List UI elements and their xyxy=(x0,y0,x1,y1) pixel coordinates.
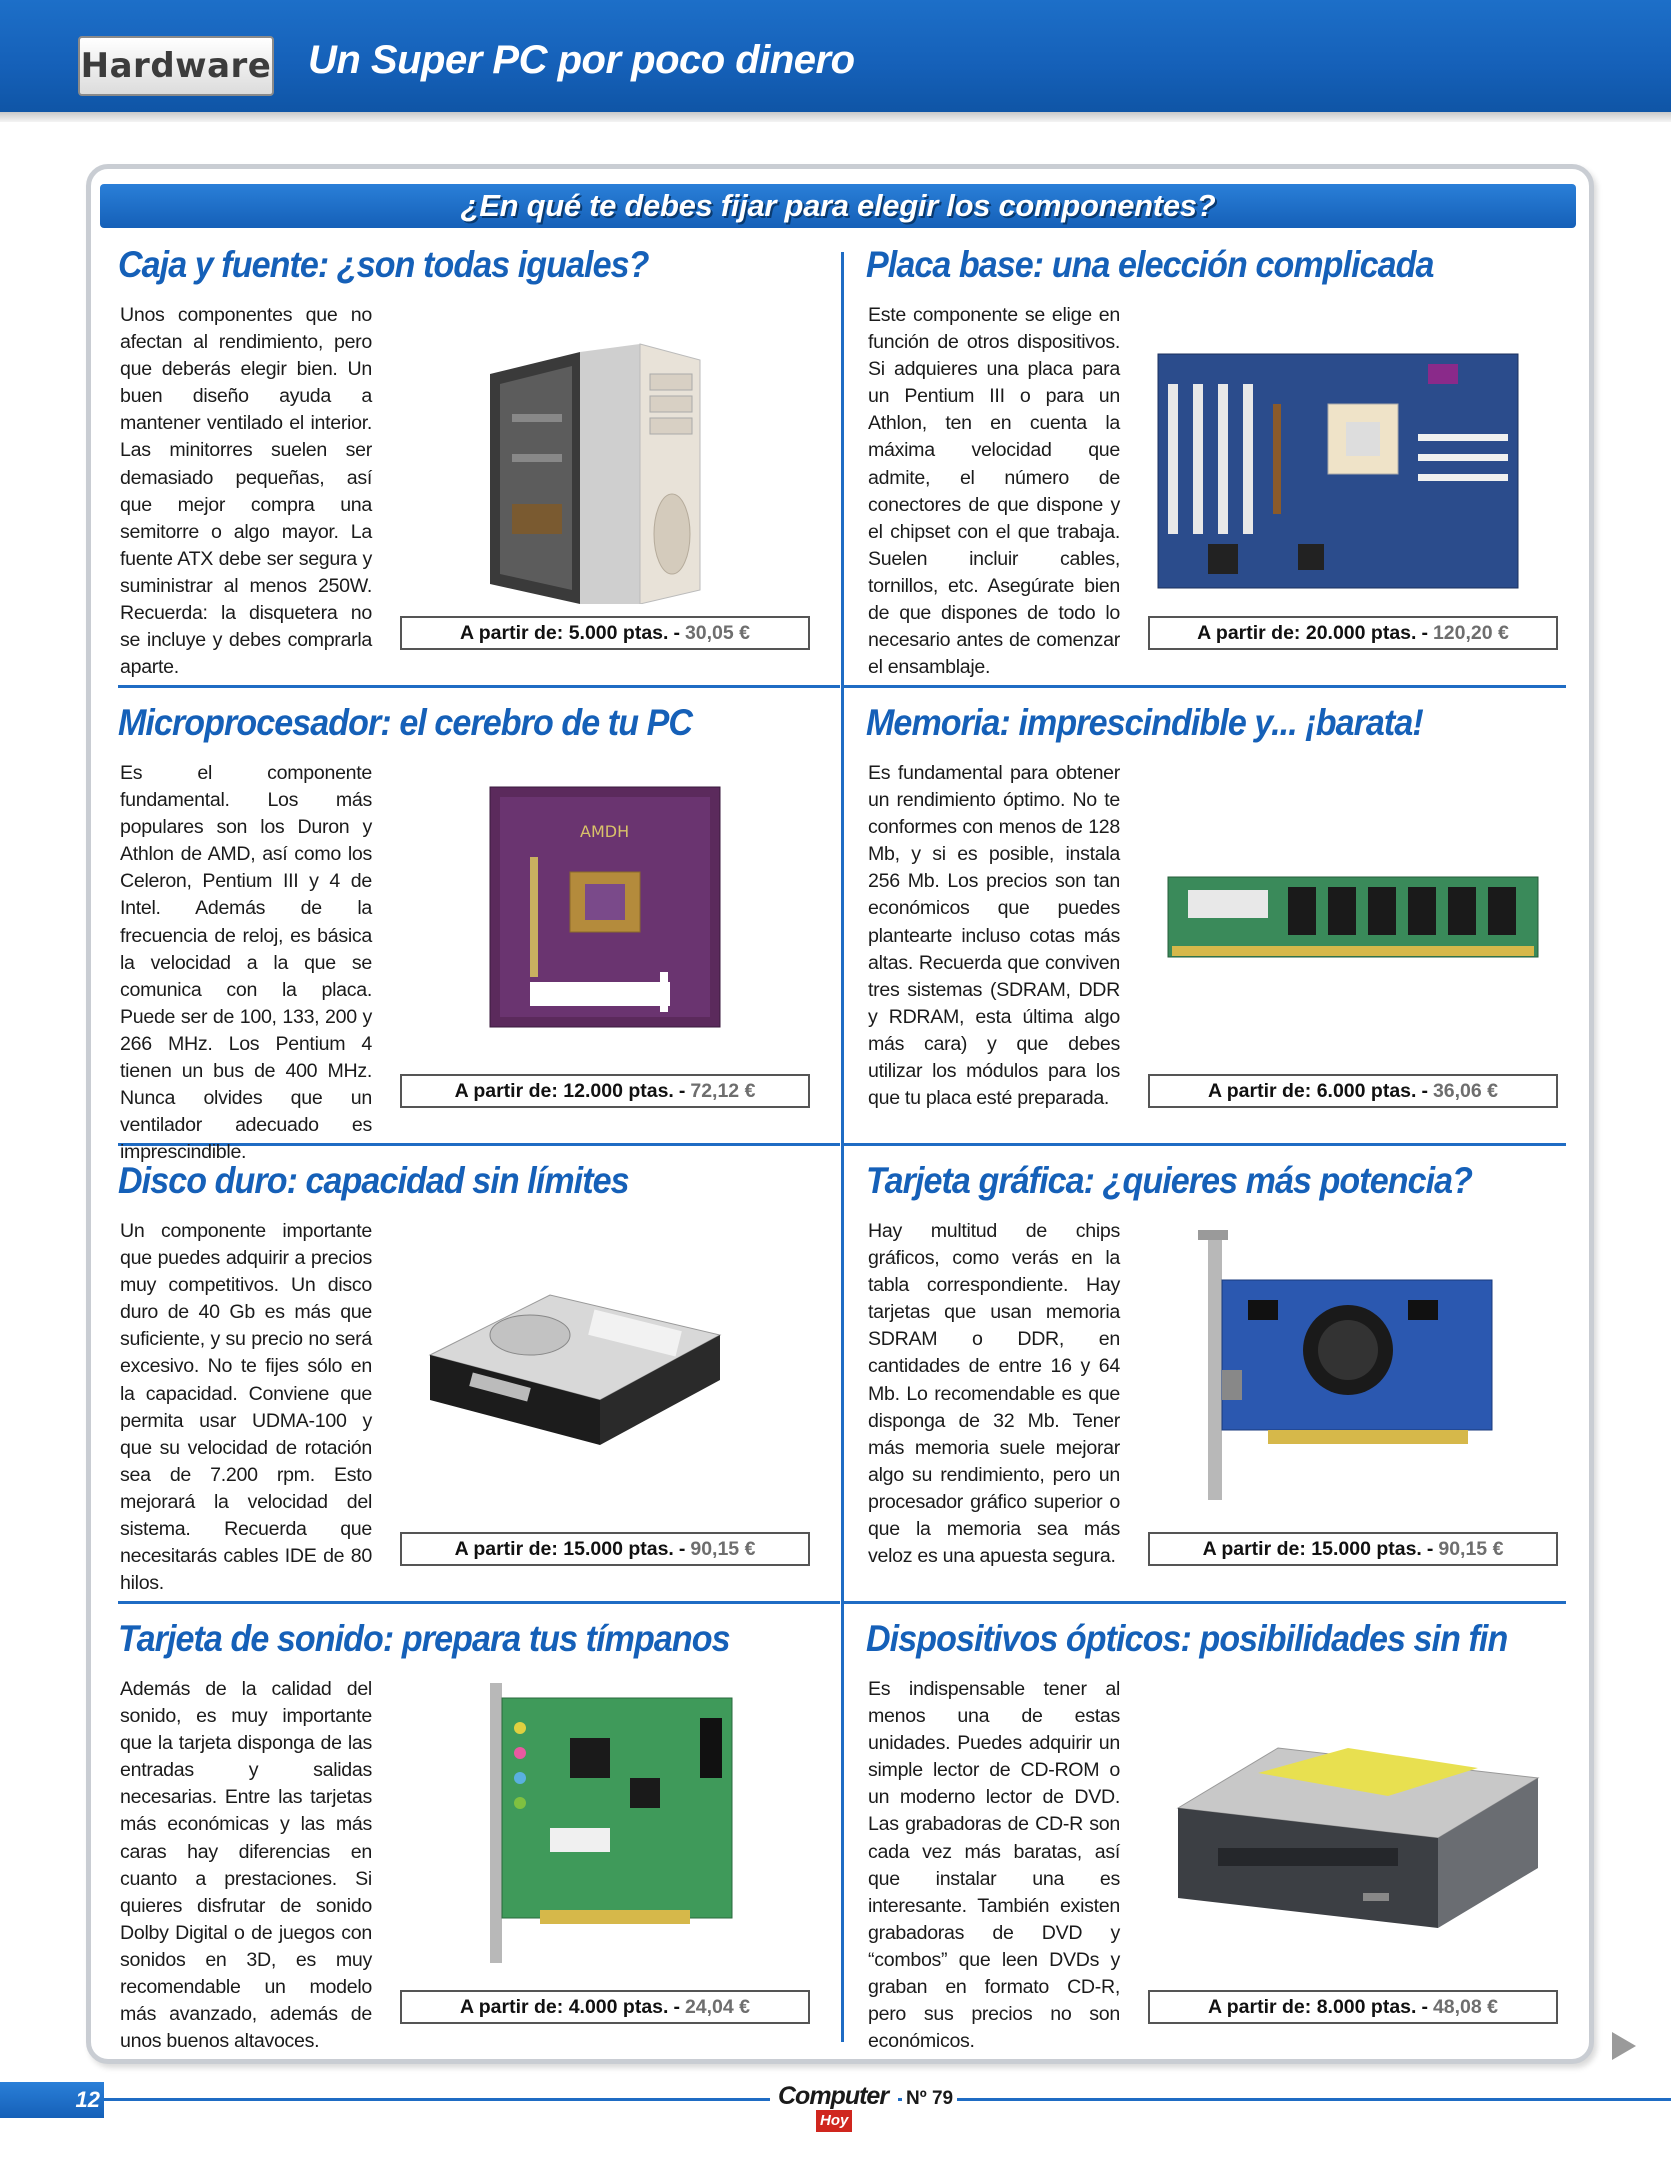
pc-case-image xyxy=(400,304,810,604)
price-euro: 90,15 € xyxy=(1438,1537,1504,1560)
price-separator: - xyxy=(678,1537,686,1560)
ram-image xyxy=(1148,762,1558,1062)
price-label: A partir de: xyxy=(1207,1995,1312,2018)
price-box xyxy=(400,1990,810,2024)
price-label: A partir de: xyxy=(1207,1079,1312,1102)
issue-number: Nº 79 xyxy=(902,2088,957,2110)
panel-title: Tarjeta de sonido: prepara tus tímpanos xyxy=(118,1618,730,1659)
price-box xyxy=(1148,616,1558,650)
price-euro: 72,12 € xyxy=(690,1079,756,1102)
price-box xyxy=(1148,1074,1558,1108)
component-panel xyxy=(866,702,1586,1142)
component-panel xyxy=(118,1160,838,1600)
box-title: ¿En qué te debes fijar para elegir los componentes? xyxy=(100,184,1576,228)
row-divider xyxy=(844,685,1566,688)
panel-body: Unos componentes que no afectan al rendimiento, pero que deberás elegir bien. Un buen diseño ayuda a mantener ventilado el interior. Las minitorres suelen ser demasiado pequeñas, así que mejor compra una semitorre o algo mayor. La fuente ATX debe ser segura y suministrar al menos 250W. Recuerda: la disquetera no se incluye y debes comprarla aparte. xyxy=(120,304,372,679)
brand-name: Computer xyxy=(778,2082,889,2110)
price-ptas: 15.000 ptas. xyxy=(563,1537,674,1560)
component-panel xyxy=(866,244,1586,684)
component-panel xyxy=(118,1618,838,2058)
price-separator: - xyxy=(1421,621,1428,644)
panel-title: Microprocesador: el cerebro de tu PC xyxy=(118,702,693,743)
price-label: A partir de: xyxy=(1202,1537,1306,1560)
brand-sub: Hoy xyxy=(816,2110,852,2132)
price-separator: - xyxy=(1426,1537,1434,1560)
price-ptas: 4.000 ptas. xyxy=(568,1995,669,2018)
price-euro: 48,08 € xyxy=(1432,1995,1498,2018)
component-panel xyxy=(866,1160,1586,1600)
price-ptas: 12.000 ptas. xyxy=(563,1079,674,1102)
component-panel xyxy=(866,1618,1586,2058)
price-ptas: 6.000 ptas. xyxy=(1316,1079,1417,1102)
panel-body: Es indispensable tener al menos una de estas unidades. Puedes adquirir un simple lector de CD-ROM o un moderno lector de DVD. Las grabadoras de CD-R son cada vez más baratas, así que instalar una es interesante. También existen grabadoras de DVD y “combos” que leen DVDs y graban en formato CD-R, pero sus precios no son económicos. xyxy=(868,1678,1120,2053)
brand-logo xyxy=(770,2080,898,2136)
top-banner-strip xyxy=(0,112,1671,122)
price-label: A partir de: xyxy=(454,1537,558,1560)
panel-body: Un componente importante que puedes adquirir a precios muy competitivos. Un disco duro de 40 Gb es más que suficiente, y su precio no será excesivo. No te fijes sólo en la capacidad. Conviene que permita usar UDMA-100 y que su velocidad de rotación sea de 7.200 rpm. Esto mejorará la velocidad del sistema. Recuerda que necesitarás cables IDE de 80 hilos. xyxy=(120,1220,372,1595)
row-divider xyxy=(118,685,840,688)
next-page-arrow-icon[interactable] xyxy=(1612,2032,1636,2060)
page-title: Un Super PC por poco dinero xyxy=(308,38,855,82)
price-box xyxy=(400,616,810,650)
column-divider xyxy=(841,252,844,2042)
optical-drive-image xyxy=(1148,1678,1558,1978)
price-ptas: 20.000 ptas. xyxy=(1305,621,1417,644)
price-ptas: 5.000 ptas. xyxy=(568,621,669,644)
price-box xyxy=(400,1532,810,1566)
row-divider xyxy=(844,1143,1566,1146)
panel-title: Disco duro: capacidad sin límites xyxy=(118,1160,629,1201)
panel-body: Es el componente fundamental. Los más populares son los Duron y Athlon de AMD, así como los Celeron, Pentium III y 4 de Intel. Además de la frecuencia de reloj, es básica la velocidad a la que se comunica con la placa. Puede ser de 100, 133, 200 y 266 MHz. Los Pentium 4 tienen un bus de 400 MHz. Nunca olvides que un ventilador adecuado es imprescindible. xyxy=(120,762,372,1164)
price-euro: 30,05 € xyxy=(684,621,750,644)
price-label: A partir de: xyxy=(459,1995,564,2018)
row-divider xyxy=(118,1601,840,1604)
motherboard-image xyxy=(1148,304,1558,604)
panel-title: Tarjeta gráfica: ¿quieres más potencia? xyxy=(866,1160,1473,1201)
price-separator: - xyxy=(1421,1995,1428,2018)
price-euro: 120,20 € xyxy=(1432,621,1509,644)
panel-title: Memoria: imprescindible y... ¡barata! xyxy=(866,702,1423,743)
price-label: A partir de: xyxy=(459,621,564,644)
price-separator: - xyxy=(673,1995,680,2018)
price-label: A partir de: xyxy=(1197,621,1301,644)
cpu-image xyxy=(400,762,810,1062)
panel-body: Hay multitud de chips gráficos, como verás en la tabla correspondiente. Hay tarjetas que usan memoria SDRAM o DDR, en cantidades de entre 16 y 64 Mb. Lo recomendable es que disponga de 32 Mb. Tener más memoria suele mejorar algo su rendimiento, pero un procesador gráfico superior o que la memoria sea más veloz es una apuesta segura. xyxy=(868,1220,1120,1568)
panel-title: Placa base: una elección complicada xyxy=(866,244,1434,285)
panel-title: Caja y fuente: ¿son todas iguales? xyxy=(118,244,649,285)
price-ptas: 8.000 ptas. xyxy=(1316,1995,1417,2018)
price-separator: - xyxy=(678,1079,686,1102)
price-label: A partir de: xyxy=(454,1079,558,1102)
price-euro: 36,06 € xyxy=(1432,1079,1498,1102)
panel-body: Es fundamental para obtener un rendimiento óptimo. No te conformes con menos de 128 Mb, y si es posible, instala 256 Mb. Los precios son tan económicos que puedes plantearte incluso cotas más altas. Recuerda que conviven tres sistemas (SDRAM, DDR y RDRAM, esta última algo más cara) y que debes utilizar los módulos para los que tu placa esté preparada. xyxy=(868,762,1120,1110)
price-box xyxy=(1148,1532,1558,1566)
price-euro: 24,04 € xyxy=(684,1995,750,2018)
page-number: 12 xyxy=(75,2087,100,2112)
section-tab: Hardware xyxy=(78,36,274,96)
hard-disk-image xyxy=(400,1220,810,1520)
panel-body: Además de la calidad del sonido, es muy importante que la tarjeta disponga de las entradas y salidas necesarias. Entre las tarjetas más económicas y las más caras hay diferencias en cuanto a prestaciones. Si quieres disfrutar de sonido Dolby Digital o de juegos con sonidos en 3D, es muy recomendable un modelo más avanzado, además de unos buenos altavoces. xyxy=(120,1678,372,2053)
price-box xyxy=(1148,1990,1558,2024)
price-euro: 90,15 € xyxy=(690,1537,756,1560)
row-divider xyxy=(844,1601,1566,1604)
sound-card-image xyxy=(400,1678,810,1978)
graphics-card-image xyxy=(1148,1220,1558,1520)
component-panel xyxy=(118,244,838,684)
cpu-chip-label: AMDH xyxy=(580,822,630,841)
price-separator: - xyxy=(673,621,680,644)
price-ptas: 15.000 ptas. xyxy=(1311,1537,1422,1560)
panel-title: Dispositivos ópticos: posibilidades sin fin xyxy=(866,1618,1508,1659)
component-panel xyxy=(118,702,838,1164)
price-separator: - xyxy=(1421,1079,1428,1102)
price-box xyxy=(400,1074,810,1108)
panel-body: Este componente se elige en función de otros dispositivos. Si adquieres una placa para un Pentium III o para un Athlon, ten en cuenta la máxima velocidad que admite, el número de conectores de que dispone y el chipset con el que trabaja. Suelen incluir cables, tornillos, etc. Asegúrate bien de que dispones de todo lo necesario antes de comenzar el ensamblaje. xyxy=(868,304,1120,679)
